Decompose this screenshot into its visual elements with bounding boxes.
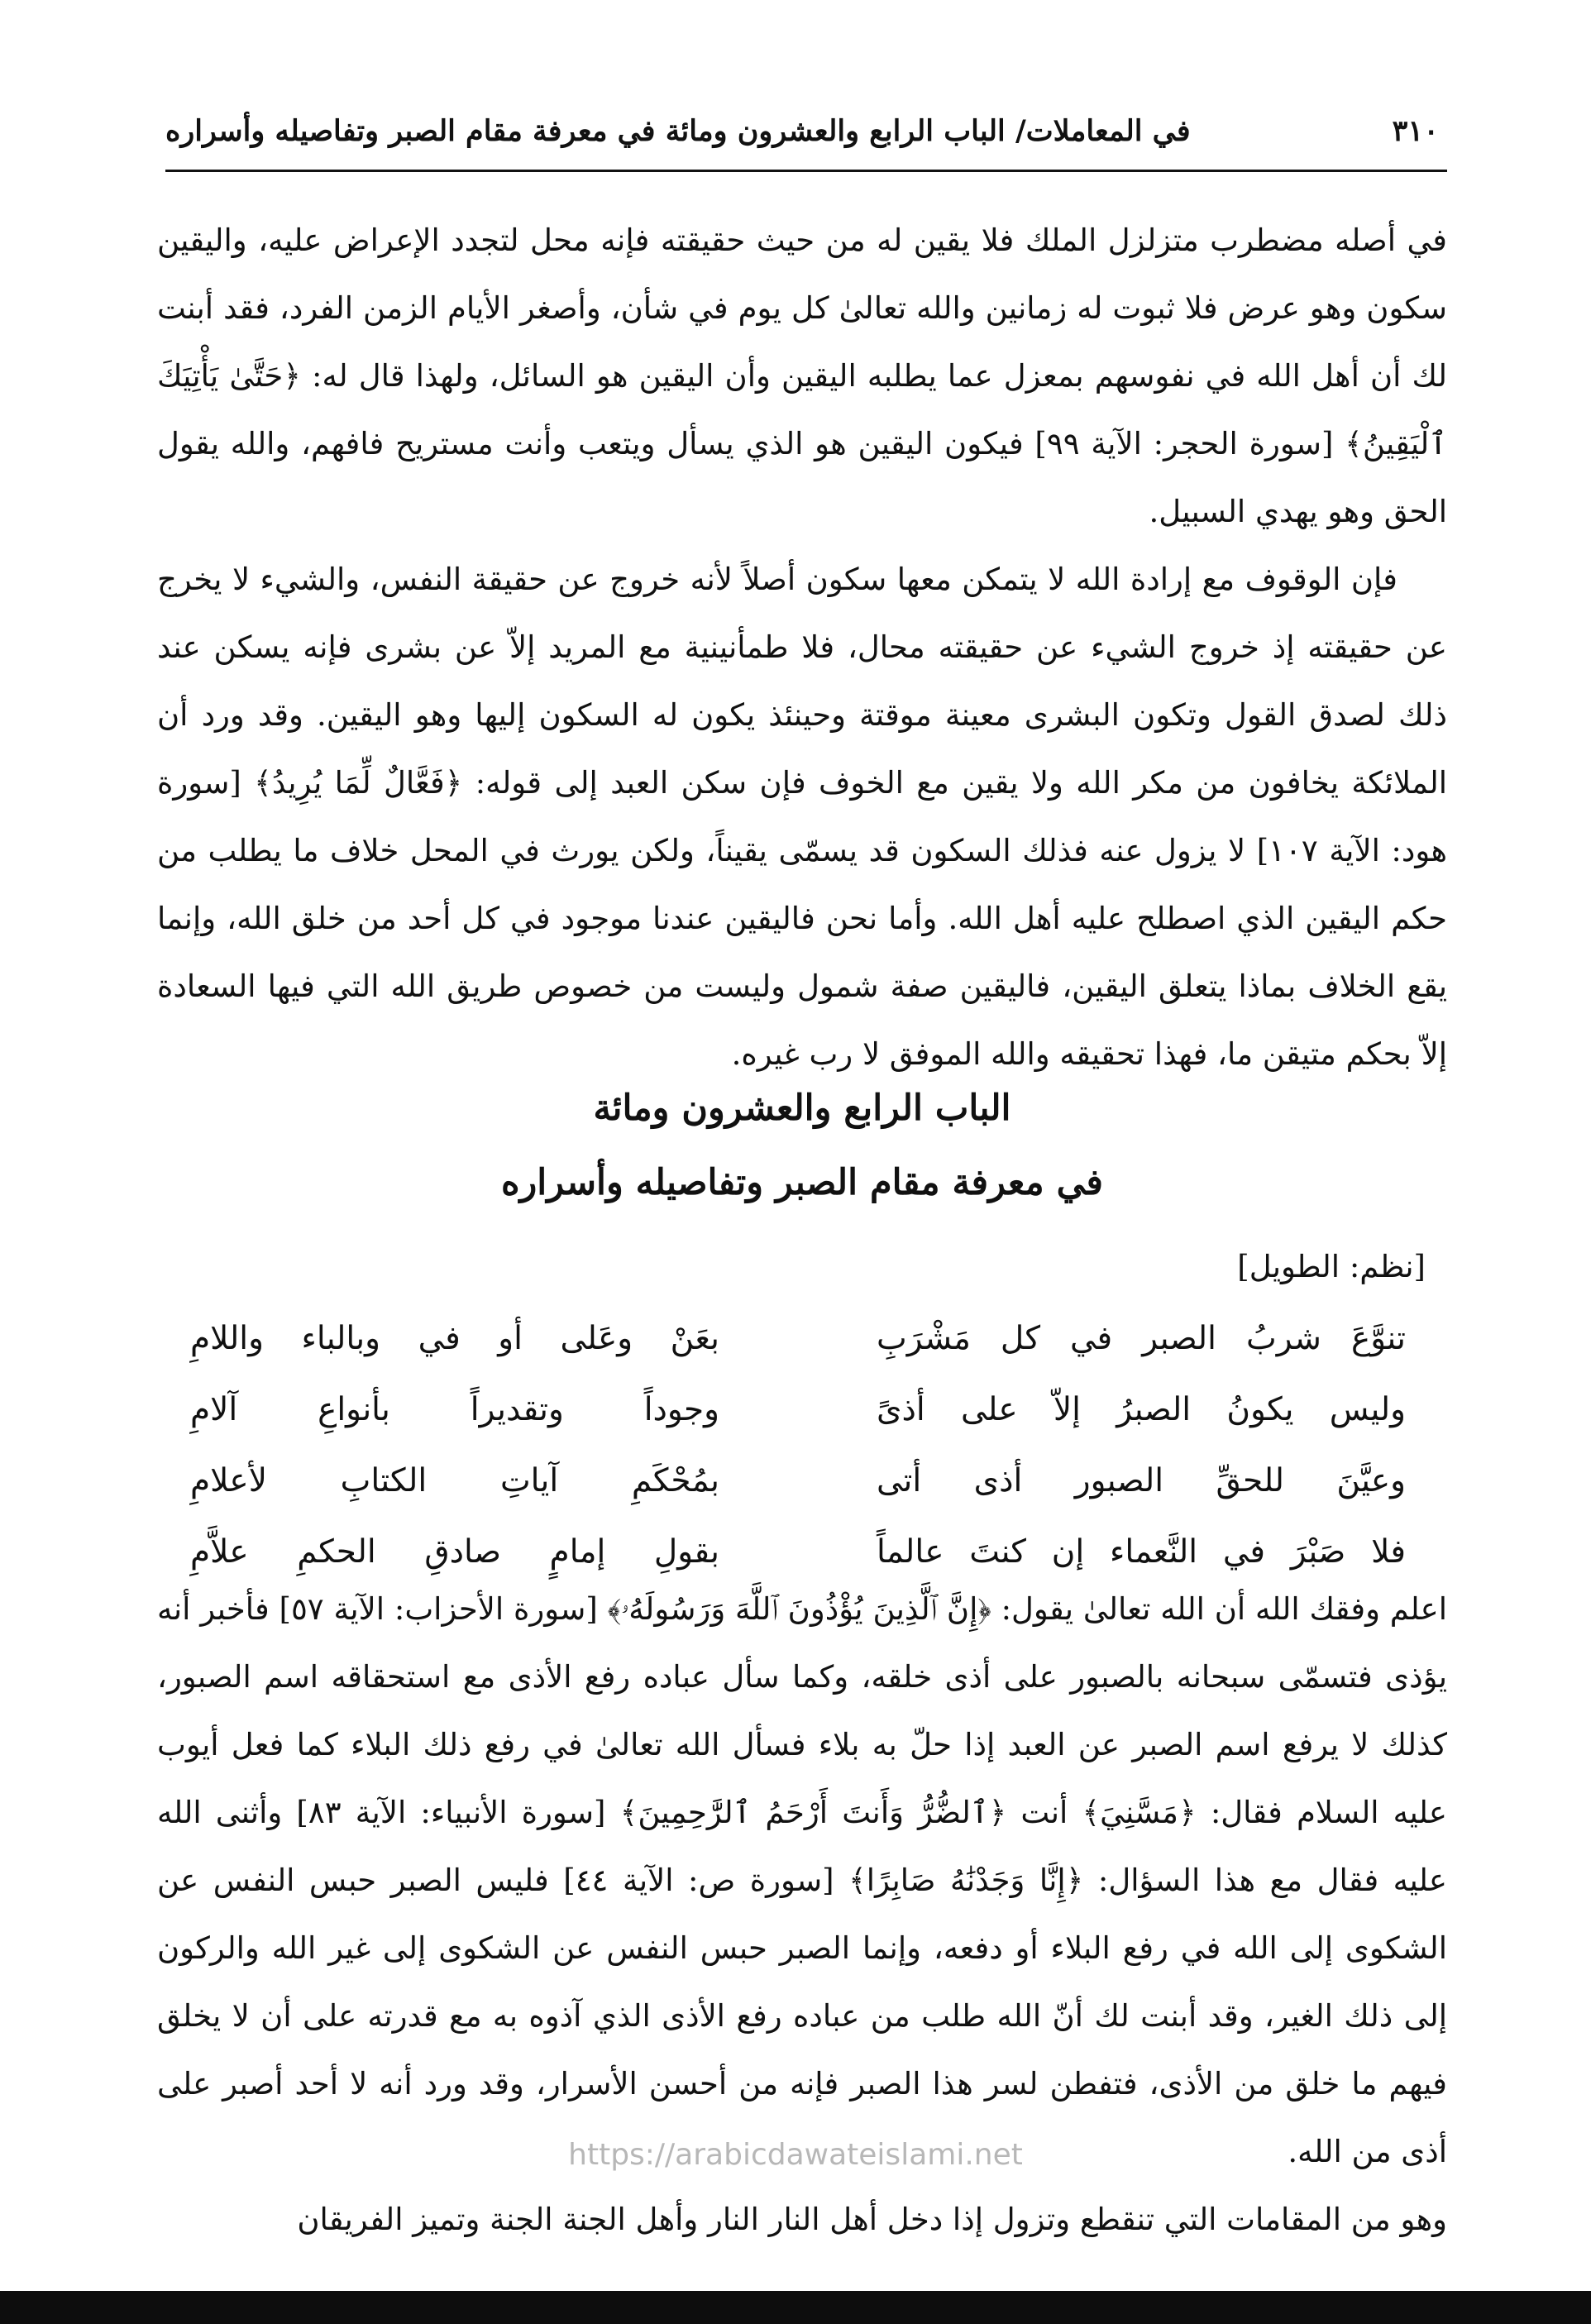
verse-second-hemistich: بقولِ إمامٍ صادقِ الحكمِ علاَّمِ: [190, 1533, 719, 1571]
poem-verse: [190, 1374, 1406, 1445]
intro-paragraph: في أصله مضطرب متزلزل الملك فلا يقين له من حيث حقيقته فإنه محل لتجدد الإعراض عليه، واليقين سكون وهو عرض فلا ثبوت له زمانين والله تعالىٰ كل يوم في شأن، وأصغر الأيام الزمن الفرد، فقد أبنت لك أن أهل الله في نفوسهم بمعزل عما يطلبه اليقين وأن اليقين هو السائل، ولهذا قال له: ﴿حَتَّىٰ يَأْتِيَكَ ٱلْيَقِينُ﴾ [سورة الحجر: الآية ٩٩] فيكون اليقين هو الذي يسأل ويتعب وأنت مستريح فافهم، والله يقول الحق وهو يهدي السبيل.: [157, 222, 1447, 529]
header-divider: [165, 170, 1447, 172]
chapter-title: الباب الرابع والعشرون ومائة: [593, 1088, 1011, 1129]
verse-first-hemistich: تنوَّعَ شربُ الصبر في كل مَشْرَبِ: [877, 1319, 1406, 1357]
chapter-subtitle: في معرفة مقام الصبر وتفاصيله وأسراره: [501, 1162, 1103, 1203]
poem-meter: [نظم: الطويل]: [1237, 1249, 1426, 1284]
poem: [190, 1303, 1406, 1587]
verse-first-hemistich: فلا صَبْرَ في النَّعماء إن كنتَ عالماً: [877, 1533, 1406, 1571]
verse-second-hemistich: بعَنْ وعَلى أو في وبالباء واللامِ: [190, 1319, 719, 1357]
poem-verse: [190, 1303, 1406, 1374]
scan-edge-bar: [0, 2291, 1591, 2324]
body-paragraph: اعلم وفقك الله أن الله تعالىٰ يقول: ﴿إِنَّ ٱلَّذِينَ يُؤْذُونَ ٱللَّهَ وَرَسُولَهُۥ﴾ [سورة الأحزاب: الآية ٥٧] فأخبر أنه يؤذى فتسمّى سبحانه بالصبور على أذى خلقه، وكما سأل عباده رفع الأذى مع استحقاقه اسم الصبور، كذلك لا يرفع اسم الصبر عن العبد إذا حلّ به بلاء فسأل الله تعالىٰ في رفع ذلك البلاء كما فعل أيوب عليه السلام فقال: ﴿مَسَّنِيَ﴾ أنت ﴿ٱلضُّرُّ وَأَنتَ أَرْحَمُ ٱلرَّٰحِمِينَ﴾ [سورة الأنبياء: الآية ٨٣] وأثنى الله عليه فقال مع هذا السؤال: ﴿إِنَّا وَجَدْنَٰهُ صَابِرًا﴾ [سورة ص: الآية ٤٤] فليس الصبر حبس النفس عن الشكوى إلى الله في رفع البلاء أو دفعه، وإنما الصبر حبس النفس عن الشكوى إلى غير الله والركون إلى ذلك الغير، وقد أبنت لك أنّ الله طلب من عباده رفع الأذى الذي آذوه به مع قدرته على أن لا يخلق فيهم ما خلق من الأذى، فتفطن لسر هذا الصبر فإنه من أحسن الأسرار، وقد ورد أنه لا أحد أصبر على أذى من الله.: [157, 1591, 1448, 2169]
header-page-number: ٣١٠: [1392, 113, 1439, 148]
verse-second-hemistich: بمُحْكَمِ آياتِ الكتابِ لأعلامِ: [190, 1461, 719, 1499]
intro-paragraph: فإن الوقوف مع إرادة الله لا يتمكن معها سكون أصلاً لأنه خروج عن حقيقة النفس، والشيء لا يخرج عن حقيقته إذ خروج الشيء عن حقيقته محال، فلا طمأنينية مع المريد إلاّ عن بشرى فإنه يسكن عند ذلك لصدق القول وتكون البشرى معينة موقتة وحينئذ يكون له السكون إليها وهو اليقين. وقد ورد أن الملائكة يخافون من مكر الله ولا يقين مع الخوف فإن سكن العبد إلى قوله: ﴿فَعَّالٌ لِّمَا يُرِيدُ﴾ [سورة هود: الآية ١٠٧] لا يزول عنه فذلك السكون قد يسمّى يقيناً، ولكن يورث في المحل خلاف ما يطلب من حكم اليقين الذي اصطلح عليه أهل الله. وأما نحن فاليقين عندنا موجود في كل أحد من خلق الله، وإنما يقع الخلاف بماذا يتعلق اليقين، فاليقين صفة شمول وليست من خصوص طريق الله التي فيها السعادة إلاّ بحكم متيقن ما، فهذا تحقيقه والله الموفق لا رب غيره.: [157, 562, 1447, 1072]
running-header: [165, 98, 1439, 164]
intro-text: [157, 207, 1447, 1088]
verse-second-hemistich: وجوداً وتقديراً بأنواعِ آلامِ: [190, 1390, 719, 1428]
header-title: في المعاملات/ الباب الرابع والعشرون ومائة في معرفة مقام الصبر وتفاصيله وأسراره: [165, 113, 1191, 148]
verse-first-hemistich: وعيَّنَ للحقِّ الصبور أذى أتى: [877, 1461, 1406, 1499]
body-paragraph: وهو من المقامات التي تنقطع وتزول إذا دخل أهل النار النار وأهل الجنة الجنة وتميز الفريقان: [297, 2202, 1447, 2237]
poem-verse: [190, 1445, 1406, 1516]
verse-first-hemistich: وليس يكونُ الصبرُ إلاّ على أذىً: [877, 1390, 1406, 1428]
source-watermark: https://arabicdawateislami.net: [568, 2138, 1023, 2172]
